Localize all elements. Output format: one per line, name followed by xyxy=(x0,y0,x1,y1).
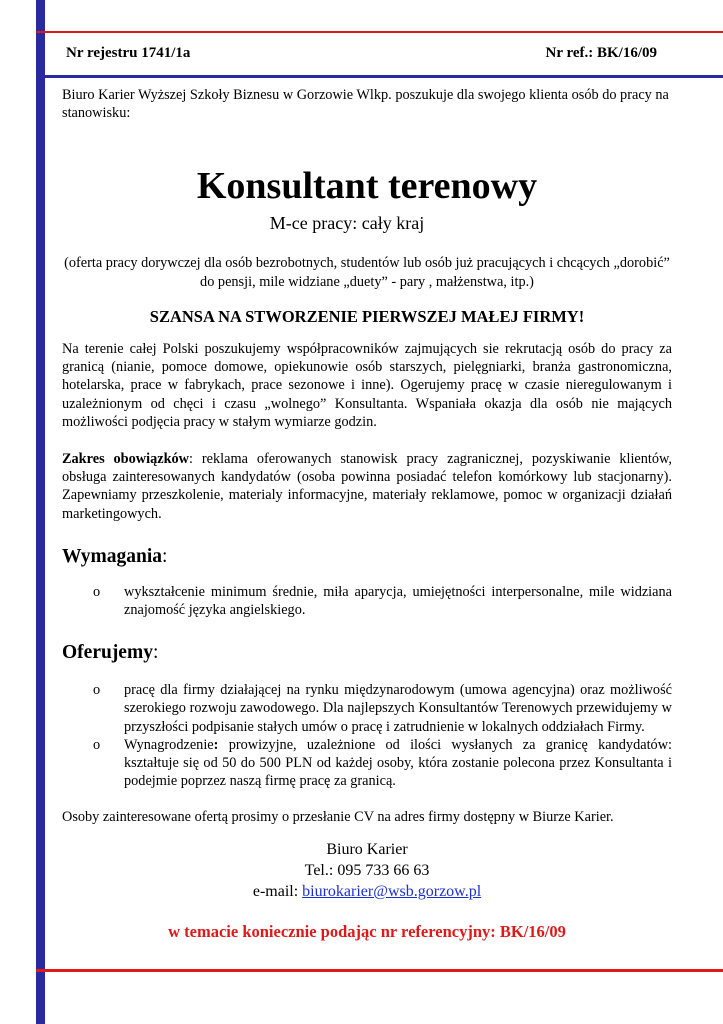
offer-note: (oferta pracy dorywczej dla osób bezrobotnych, studentów lub osób już pracujących i chcących „dorobić” do pensji, mile widziane „duety” - pary , małżenstwa, itp.) xyxy=(64,255,670,290)
offer-text-1: pracę dla firmy działającej na rynku międzynarodowym (umowa agencyjna) oraz możliwość szerokiego rozwoju zawodowego. Dla najlepszych Konsultantów Terenowych przewidujemy w przyszłości podpisanie stałych umów o pracę i zatrudnienie w lokalnych oddziałach Firmy. xyxy=(124,682,672,735)
contact-email-label: e-mail: xyxy=(252,882,303,900)
offer-list xyxy=(62,681,672,790)
requirements-heading-text: Wymagania xyxy=(62,545,163,567)
top-red-rule xyxy=(36,31,723,33)
offer-heading-text: Oferujemy xyxy=(62,642,153,664)
intro-text: Biuro Karier Wyższej Szkoły Biznesu w Gorzowie Wlkp. poszukuje dla swojego klienta osób do pracy na stanowisku: xyxy=(62,87,669,122)
bottom-red-rule xyxy=(36,969,723,972)
contact-name: Biuro Karier xyxy=(326,840,408,858)
duties-text: : reklama oferowanych stanowisk pracy zagranicznej, pozyskiwanie klientów, obsługa zainteresowanych kandydatów (osoba powinna posiadać telefon komórkowy lub stacjonarny). Zapewniamy przeszkolenie, materialy informacyjne, materiały reklamowe, pomoc w organizacji działań marketingowych. xyxy=(62,451,673,522)
requirements-colon: : xyxy=(162,545,168,567)
contact-email-line xyxy=(62,881,672,902)
offer-salary-label: Wynagrodzenie xyxy=(124,736,214,753)
duties-paragraph xyxy=(62,450,672,523)
list-item xyxy=(62,681,672,736)
bullet-icon: o xyxy=(93,583,101,600)
description-paragraph: Na terenie całej Polski poszukujemy współpracowników zajmujących sie rekrutacją osób do pracy za granicą (nianie, pomoce domowe, opiekunowie osób starszych, pielęgniarki, branża gastronomiczna, hotelarska, prace w fabrykach, prace sezonowe i inne). Ogerujemy pracę w czasie nieregulowanym i uzależnionym od chęci i czasu „wolnego” Konsultanta. Wspaniała okazja dla osób nie mających możliwości podjęcia pracy w stałym wymiarze godzin. xyxy=(62,341,672,430)
left-blue-bar xyxy=(36,0,45,1024)
requirements-list xyxy=(62,583,672,619)
registry-number: Nr rejestru 1741/1a xyxy=(66,45,191,61)
bullet-icon: o xyxy=(93,682,101,699)
job-location: M-ce pracy: cały kraj xyxy=(269,213,425,234)
offer-colon: : xyxy=(152,642,159,664)
offer-salary-colon: : xyxy=(213,736,219,753)
job-title: Konsultant terenowy xyxy=(196,165,538,208)
email-link[interactable]: biurokarier@wsb.gorzow.pl xyxy=(302,882,482,900)
top-blue-rule xyxy=(36,75,723,78)
reference-number: Nr ref.: BK/16/09 xyxy=(545,45,657,61)
document-body xyxy=(62,86,672,941)
contact-phone: Tel.: 095 733 66 63 xyxy=(304,861,430,879)
list-item xyxy=(62,583,672,619)
reference-note: w temacie koniecznie podając nr referencyjny: BK/16/09 xyxy=(168,921,566,941)
chance-heading: SZANSA NA STWORZENIE PIERWSZEJ MAŁEJ FIRMY! xyxy=(149,306,585,326)
duties-label: Zakres obowiązków xyxy=(62,451,190,468)
requirements-heading xyxy=(62,545,672,569)
closing-text: Osoby zainteresowane ofertą prosimy o przesłanie CV na adres firmy dostępny w Biurze Karier. xyxy=(62,809,614,826)
contact-block xyxy=(62,839,672,902)
list-item xyxy=(62,736,672,791)
offer-salary-text: prowizyjne, uzależnione od ilości wysłanych za granicę kandydatów: kształtuje się od 50 do 500 PLN od każdej osoby, która zostanie polecona przez Konsultanta i podejmie poprzez naszą firmę pracę za granicą. xyxy=(124,736,672,790)
requirement-text: wykształcenie minimum średnie, miła aparycja, umiejętności interpersonalne, mile widziana znajomość języka angielskiego. xyxy=(124,583,672,619)
bullet-icon: o xyxy=(93,736,101,753)
offer-heading xyxy=(62,641,672,665)
